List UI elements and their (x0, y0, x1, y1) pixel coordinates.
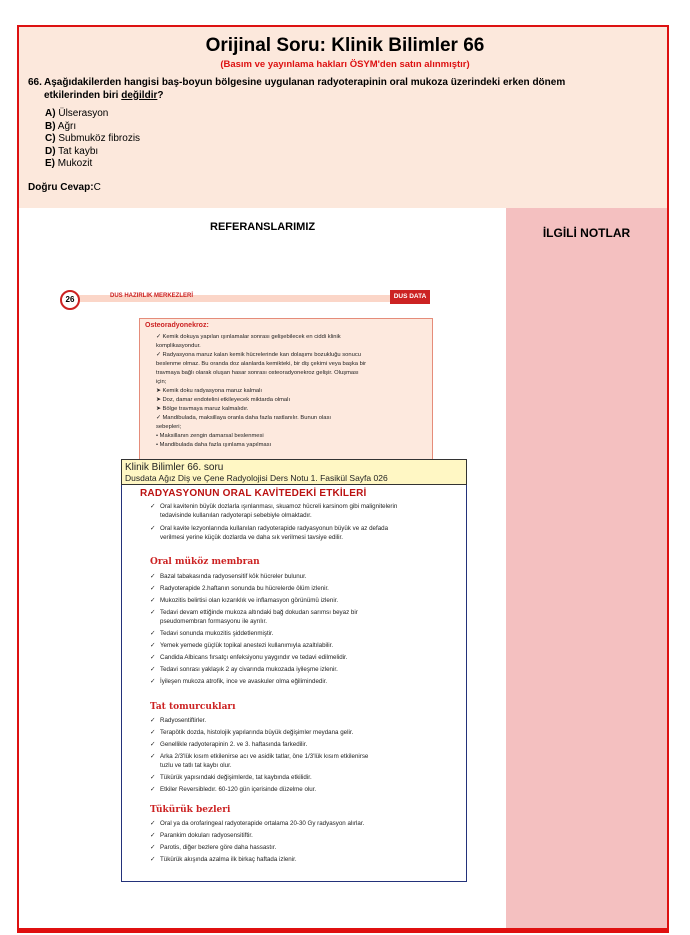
check-icon: ✓ (150, 717, 156, 724)
reference-label-title: Klinik Bilimler 66. soru (125, 462, 224, 473)
option-a: A) Ülserasyon (45, 108, 109, 119)
text-line: komplikasyondur. (156, 343, 201, 349)
check-icon: ✓ (150, 729, 156, 736)
list-item-cont: tuzlu ve tatlı tat kaybı olur. (160, 762, 232, 769)
check-icon: ✓ (150, 832, 156, 839)
check-icon: ✓ (150, 666, 156, 673)
reference-label-source: Dusdata Ağız Diş ve Çene Radyolojisi Ders Notu 1. Fasikül Sayfa 026 (125, 473, 388, 483)
check-icon: ✓ (150, 642, 156, 649)
list-item: ✓ Yemek yemede güçlük topikal anestezi kullanımıyla azaltılabilir. (150, 642, 334, 649)
osteoradionecrosis-box (139, 318, 433, 465)
check-icon: ✓ (150, 844, 156, 851)
text-line: sebepleri; (156, 424, 182, 430)
text-line: ✓ Mandibulada, maksillaya oranla daha fazla rastlanılır. Bunun olası (156, 415, 331, 421)
list-item: ✓ Mukozitis belirtisi olan kızarıklık ve inflamasyon görünümü izlenir. (150, 597, 339, 604)
reference-page-2 (121, 485, 467, 882)
question-stem-line2: etkilerinden biri (44, 89, 122, 101)
list-item: ✓ Tedavi devam ettiğinde mukoza altındaki bağ dokudan sarımsı beyaz bir (150, 609, 358, 616)
negation-word: değildir (121, 89, 158, 101)
option-d: D) Tat kaybı (45, 145, 99, 157)
check-icon: ✓ (150, 597, 156, 604)
text-line: ➤ Bölge travmaya maruz kalmalıdır. (156, 406, 249, 412)
option-c: C) Submuköz fibrozis (45, 133, 141, 144)
box-text (156, 333, 426, 450)
list-item: ✓ Radyoterapide 2.haftanın sonunda bu hücrelerde ölüm izlenir. (150, 585, 329, 592)
notes-panel (506, 208, 667, 928)
reference-label (121, 459, 467, 485)
text-line: ➤ Kemik doku radyasyona maruz kalmalı (156, 388, 263, 394)
check-icon: ✓ (150, 525, 156, 532)
list-item: ✓ Parankim dokuları radyosensitiftir. (150, 832, 253, 839)
text-line: ➤ Doz, damar endotelini etkileyecek miktarda olmalı (156, 397, 291, 403)
check-icon: ✓ (150, 741, 156, 748)
check-icon: ✓ (150, 585, 156, 592)
check-icon: ✓ (150, 820, 156, 827)
check-icon: ✓ (150, 678, 156, 685)
intro-item: ✓ Oral kavitenin büyük dozlarla ışınlanması, skuamoz hücreli karsinom gibi malignitelerin (150, 503, 398, 510)
list-item: ✓ Genellikle radyoterapinin 2. ve 3. haftasında farkedilir. (150, 741, 308, 748)
references-title: REFERANSLARIMIZ (210, 221, 316, 233)
question-number: 66. (28, 77, 42, 88)
list-item: ✓ Terapötik dozda, histolojik yapılarında büyük değişimler meydana gelir. (150, 729, 354, 736)
copyright-subtitle: (Basım ve yayınlama hakları ÖSYM'den satın alınmıştır) (220, 59, 470, 70)
correct-answer-value: C (93, 182, 101, 193)
publisher-name: DUS HAZIRLIK MERKEZLERİ (110, 293, 193, 299)
list-item: ✓ Tükürük yapısındaki değişimlerde, tat kaybında etkilidir. (150, 774, 312, 781)
check-icon: ✓ (150, 609, 156, 616)
list-item: ✓ Tedavi sonunda mukozitis şiddetlenmiştir. (150, 630, 274, 637)
intro-item-cont: tedavisinde kullanılan radyoterapi sebebiyle olmaktadır. (160, 512, 312, 519)
question-mark: ? (157, 89, 164, 101)
list-item: ✓ Radyosentiftirler. (150, 717, 207, 724)
check-icon: ✓ (150, 786, 156, 793)
list-item: ✓ Oral ya da orofaringeal radyoterapide ortalama 20-30 Gy radyasyon alırlar. (150, 820, 365, 827)
list-item: ✓ Parotis, diğer bezlere göre daha hassastır. (150, 844, 277, 851)
list-item: ✓ İyileşen mukoza atrofik, ince ve avaskuler olma eğilimindedir. (150, 678, 328, 685)
subsection-title-salivary-glands: Tükürük bezleri (150, 805, 231, 815)
text-line: travmaya bağlı olarak oluşan hasar sonrası osteoradyonekroz gelişir. Oluşması (156, 370, 359, 376)
text-line: beslenme olmaz. Bu oranda doz alanlarda kemikteki, bir diş çekimi veya başka bir (156, 361, 367, 367)
subsection-title-oral-mucosa: Oral müköz membran (150, 557, 260, 567)
list-item: ✓ Candida Albicans fırsatçı enfeksiyonu yaygındır ve tedavi edilmelidir. (150, 654, 348, 661)
check-icon: ✓ (150, 654, 156, 661)
option-e: E) Mukozit (45, 158, 93, 169)
page-title: Orijinal Soru: Klinik Bilimler 66 (205, 35, 485, 56)
intro-item-cont: verilmesi yerine küçük dozlarda ve daha sık verilmesi tavsiye edilir. (160, 534, 343, 541)
box-title: Osteoradyonekroz: (145, 322, 209, 329)
page-number: 26 (60, 290, 80, 310)
question-stem-line1: Aşağıdakilerden hangisi baş-boyun bölgesine uygulanan radyoterapinin oral mukoza üzerindeki erken dönem (44, 77, 566, 88)
answer-options (45, 108, 140, 171)
option-b: B) Ağrı (45, 120, 77, 132)
notes-title: İLGİLİ NOTLAR (542, 226, 631, 240)
check-icon: ✓ (150, 503, 156, 510)
check-icon: ✓ (150, 774, 156, 781)
publisher-logo: DUS DATA (390, 290, 430, 304)
list-item: ✓ Tükürük akışında azalma ilk birkaç haftada izlenir. (150, 856, 297, 863)
section-title: RADYASYONUN ORAL KAVİTEDEKİ ETKİLERİ (140, 488, 367, 499)
list-item: ✓ Etkiler Reversibledır. 60-120 gün içerisinde düzelme olur. (150, 786, 317, 793)
list-item: ✓ Tedavi sonrası yaklaşık 2 ay civarında mukozada iyileşme izlenir. (150, 666, 338, 673)
check-icon: ✓ (150, 630, 156, 637)
check-icon: ✓ (150, 573, 156, 580)
reference-page-1 (58, 288, 436, 463)
list-item-cont: pseudomembran formasyonu ile ayrılır. (160, 618, 267, 625)
question-stem (28, 77, 628, 102)
list-item: ✓ Bazal tabakasında radyosensitif kök hücreler bulunur. (150, 573, 307, 580)
text-line: ✓ Kemik dokuya yapılan ışınlamalar sonrası gelişebilecek en ciddi klinik (156, 334, 341, 340)
correct-answer: Doğru Cevap:C (28, 182, 101, 193)
list-item: ✓ Arka 2/3'lük kısım etkilenirse acı ve asidik tatlar, öne 1/3'lük kısım etkilenirse (150, 753, 369, 760)
text-line: • Maksillanın zengin damarsal beslenmesi (156, 433, 264, 439)
intro-item: ✓ Oral kavite lezyonlarında kullanılan radyoterapide radyasyonun büyük ve az defada (150, 525, 389, 532)
text-line: ✓ Radyasyona maruz kalan kemik hücrelerinde kan dolaşımı bozukluğu sonucu (156, 352, 361, 358)
bottom-border (17, 928, 669, 933)
subsection-title-taste-buds: Tat tomurcukları (150, 702, 236, 712)
text-line: için; (156, 379, 167, 385)
text-line: • Mandibulada daha fazla ışınlama yapılması (156, 442, 272, 448)
check-icon: ✓ (150, 753, 156, 760)
check-icon: ✓ (150, 856, 156, 863)
